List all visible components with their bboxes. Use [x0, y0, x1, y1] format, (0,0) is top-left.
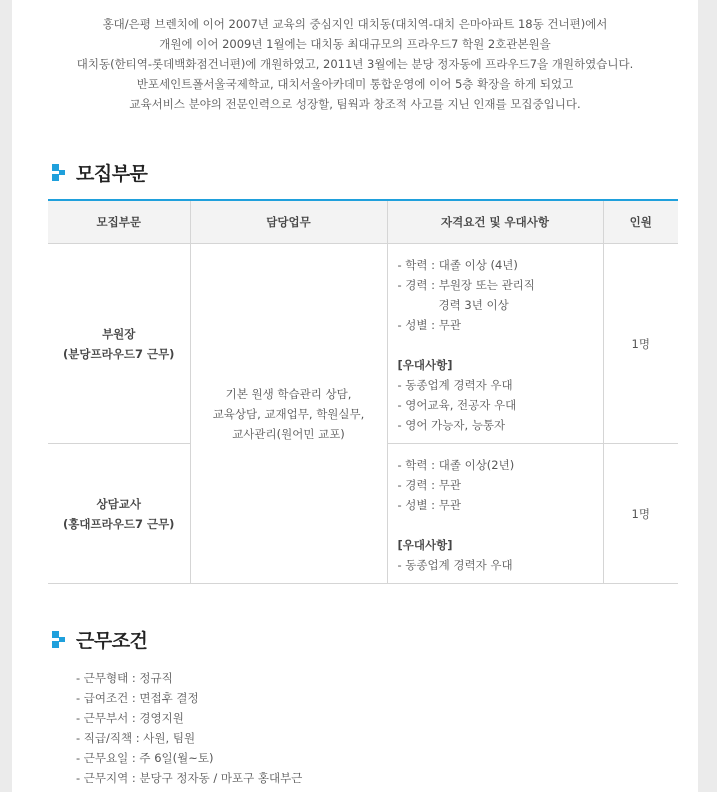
qualification-item: 경력 3년 이상	[438, 298, 509, 312]
position-cell	[48, 244, 190, 444]
section-title: 모집부문	[76, 162, 148, 185]
preference-title: [우대사항]	[397, 358, 453, 372]
qualification-item: - 성별 : 무관	[397, 318, 461, 332]
qualification-item: - 경력 : 부원장 또는 관리직	[397, 278, 535, 292]
recruit-section-heading	[52, 159, 147, 185]
list-item: - 급여조건 : 면접후 결정	[76, 691, 199, 705]
preference-title: [우대사항]	[397, 538, 453, 552]
qualification-item: - 학력 : 대졸 이상 (4년)	[397, 258, 518, 272]
conditions-section-heading	[52, 626, 147, 652]
qualification-item: - 경력 : 무관	[397, 478, 461, 492]
intro-line: 홍대/은평 브렌치에 이어 2007년 교육의 중심지인 대치동(대치역-대치 은마아파트 18동 건너편)에서	[102, 17, 608, 31]
intro-line: 개원에 이어 2009년 1월에는 대치동 최대규모의 프라우드7 학원 2호관본원을	[159, 37, 551, 51]
column-header: 인원	[603, 200, 678, 244]
intro-line: 대치동(한티역-롯데백화점건너편)에 개원하였고, 2011년 3월에는 분당 정자동에 프라우드7을 개원하였습니다.	[76, 57, 634, 71]
qualification-item: - 학력 : 대졸 이상(2년)	[397, 458, 515, 472]
list-item: - 근무요일 : 주 6일(월~토)	[76, 751, 214, 765]
headcount-cell: 1명	[603, 244, 678, 444]
work-conditions-list	[76, 668, 302, 788]
table-header-row	[48, 200, 678, 244]
column-header: 담당업무	[190, 200, 387, 244]
recruit-table	[48, 199, 678, 584]
preference-item: - 영어교육, 전공자 우대	[397, 398, 517, 412]
intro-paragraph	[12, 14, 698, 114]
section-title: 근무조건	[76, 629, 148, 652]
position-cell	[48, 444, 190, 584]
blue-arrow-bullet-icon	[52, 163, 68, 181]
list-item: - 근무형태 : 정규직	[76, 671, 173, 685]
list-item: - 근무부서 : 경영지원	[76, 711, 184, 725]
qualifications-cell	[387, 444, 603, 584]
duty-line: 교사관리(원어민 교포)	[232, 426, 345, 441]
preference-item: - 영어 가능자, 능통자	[397, 418, 506, 432]
intro-line: 교육서비스 분야의 전문인력으로 성장할, 팀웍과 창조적 사고를 지닌 인재를 모집중입니다.	[129, 97, 581, 111]
qualification-item: - 성별 : 무관	[397, 498, 461, 512]
position-location: (분당프라우드7 근무)	[63, 346, 175, 361]
list-item: - 직급/직책 : 사원, 팀원	[76, 731, 196, 745]
list-item: - 근무지역 : 분당구 정자동 / 마포구 홍대부근	[76, 771, 303, 785]
duty-line: 교육상담, 교재업무, 학원실무,	[212, 406, 365, 421]
duty-line: 기본 원생 학습관리 상담,	[225, 386, 352, 401]
table-row	[48, 244, 678, 444]
blue-arrow-bullet-icon	[52, 630, 68, 648]
qualifications-cell	[387, 244, 603, 444]
headcount-cell: 1명	[603, 444, 678, 584]
intro-line: 반포세인트폴서울국제학교, 대치서울아카데미 통합운영에 이어 5층 확장을 하게 되었고	[136, 77, 574, 91]
position-location: (홍대프라우드7 근무)	[63, 516, 175, 531]
preference-item: - 동종업계 경력자 우대	[397, 378, 513, 392]
position-title: 상담교사	[96, 496, 141, 511]
duties-cell	[190, 244, 387, 584]
column-header: 모집부문	[48, 200, 190, 244]
column-header: 자격요건 및 우대사항	[387, 200, 603, 244]
job-posting-page	[12, 0, 698, 792]
position-title: 부원장	[102, 326, 136, 341]
preference-item: - 동종업계 경력자 우대	[397, 558, 513, 572]
